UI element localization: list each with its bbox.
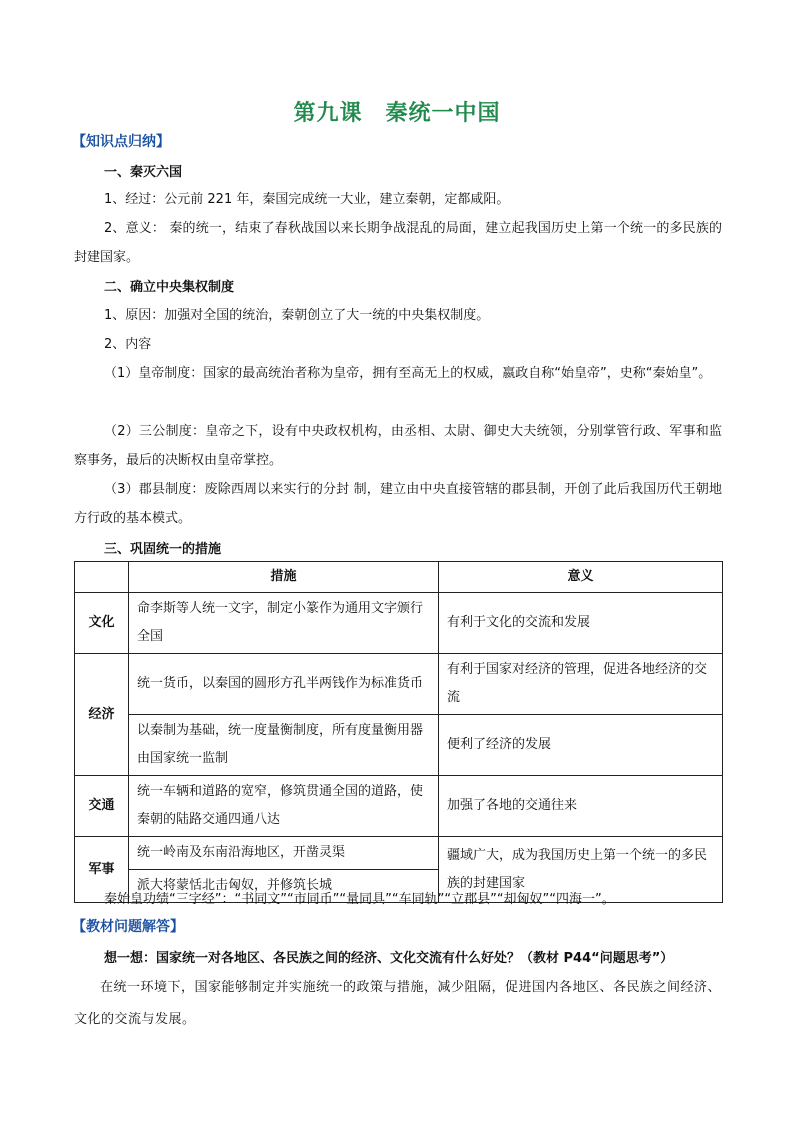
- page-title: 第九课 秦统一中国: [293, 101, 501, 126]
- table-row-culture: [75, 593, 723, 654]
- table-cell-measure: 统一货币，以秦国的圆形方孔半两钱作为标准货币: [129, 654, 439, 715]
- paragraph-reason: 1、原因：加强对全国的统治，秦朝创立了大一统的中央集权制度。: [104, 308, 490, 323]
- table-header-row: [75, 562, 723, 593]
- answer-paragraph: 在统一环境下，国家能够制定并实施统一的政策与措施，减少阻隔，促进国内各地区、各民族之间经济、文化的交流与发展。: [74, 980, 722, 1027]
- table-cell-category: 交通: [75, 776, 129, 837]
- paragraph-significance: 2、意义： 秦的统一，结束了春秋战国以来长期争战混乱的局面，建立起我国历史上第一个统一的多民族的封建国家。: [74, 221, 722, 265]
- table-row-traffic: [75, 776, 723, 837]
- section-label-knowledge: 【知识点归纳】: [72, 134, 170, 150]
- table-cell-meaning: 有利于文化的交流和发展: [439, 593, 723, 654]
- table-cell-measure: 统一车辆和道路的宽窄，修筑贯通全国的道路，使秦朝的陆路交通四通八达: [129, 776, 439, 837]
- table-cell-measure: 以秦制为基础，统一度量衡制度，所有度量衡用器由国家统一监制: [129, 715, 439, 776]
- table-row-economy-currency: [75, 654, 723, 715]
- table-cell-measure: 派大将蒙恬北击匈奴，并修筑长城: [129, 870, 439, 903]
- paragraph-content: 2、内容: [104, 337, 152, 352]
- summary-three-character: 秦始皇功绩“三字经”：“书同文”“市同币”“量同具”“车同轨”“立郡县”“却匈奴”“四海一”。: [104, 892, 615, 907]
- table-cell-meaning: 便利了经济的发展: [439, 715, 723, 776]
- paragraph-commandery: （3）郡县制度：废除西周以来实行的分封 制，建立由中央直接管辖的郡县制，开创了此后我国历代王朝地方行政的基本模式。: [74, 482, 722, 526]
- table-cell-measure: 命李斯等人统一文字，制定小篆作为通用文字颁行全国: [129, 593, 439, 654]
- table-header-meaning: 意义: [439, 562, 723, 593]
- table-cell-category: 军事: [75, 837, 129, 903]
- table-row-economy-measures: [75, 715, 723, 776]
- table-cell-meaning: 疆域广大，成为我国历史上第一个统一的多民族的封建国家: [439, 837, 723, 903]
- heading-qin-conquers: 一、秦灭六国: [104, 165, 183, 180]
- table-cell-category: 文化: [75, 593, 129, 654]
- paragraph-three-lords: （2）三公制度：皇帝之下，设有中央政权机构，由丞相、太尉、御史大夫统领，分别掌管行政、军事和监察事务，最后的决断权由皇帝掌控。: [74, 424, 722, 468]
- heading-central-system: 二、确立中央集权制度: [104, 280, 235, 295]
- table-header-blank: [75, 562, 129, 593]
- table-cell-category: 经济: [75, 654, 129, 776]
- table-header-measure: 措施: [129, 562, 439, 593]
- table-cell-meaning: 有利于国家对经济的管理，促进各地经济的交流: [439, 654, 723, 715]
- section-label-textbook: 【教材问题解答】: [72, 919, 184, 935]
- table-row-military-lingnan: [75, 837, 723, 870]
- measures-table: [74, 561, 723, 903]
- table-cell-meaning: 加强了各地的交通往来: [439, 776, 723, 837]
- paragraph-process: 1、经过：公元前 221 年，秦国完成统一大业，建立秦朝，定都咸阳。: [104, 192, 510, 207]
- question-heading: 想一想：国家统一对各地区、各民族之间的经济、文化交流有什么好处？（教材 P44“问题思考”）: [104, 951, 674, 966]
- paragraph-emperor-system: （1）皇帝制度：国家的最高统治者称为皇帝，拥有至高无上的权威，嬴政自称“始皇帝”，史称“秦始皇”。: [104, 366, 712, 381]
- table-cell-measure: 统一岭南及东南沿海地区，开凿灵渠: [129, 837, 439, 870]
- heading-measures: 三、巩固统一的措施: [104, 542, 222, 557]
